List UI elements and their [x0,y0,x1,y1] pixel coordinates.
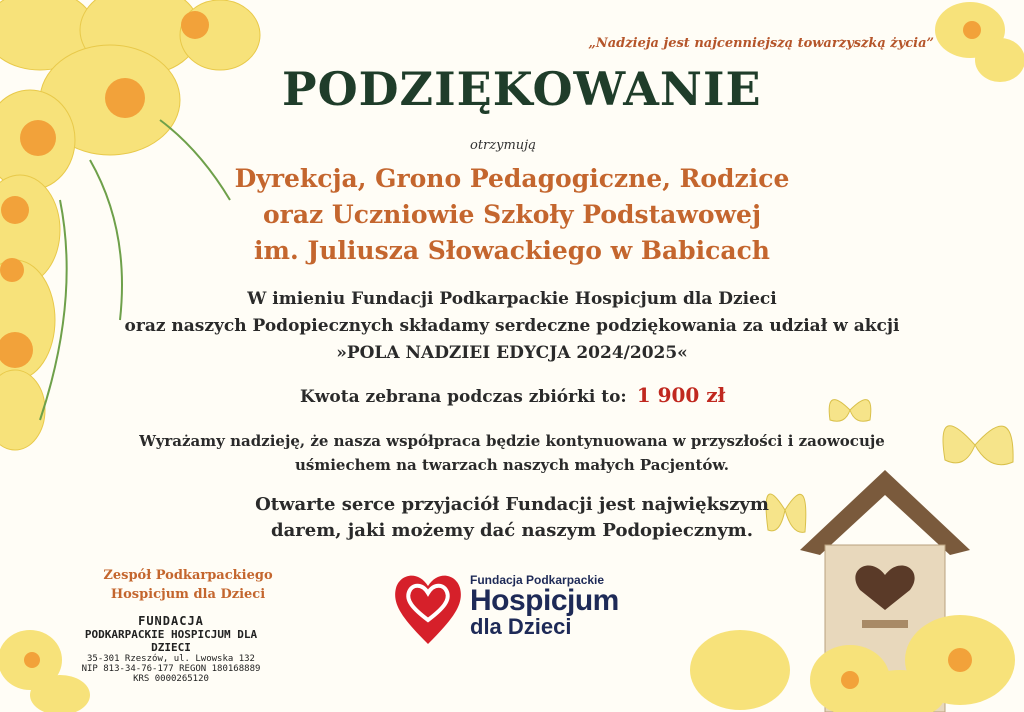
heart-logo-icon [392,568,464,646]
page-title: PODZIĘKOWANIE [282,62,762,116]
body-line-2: oraz naszych Podopiecznych składamy serdeczne podziękowania za udział w akcji [124,316,900,336]
recipient-line-1: Dyrekcja, Grono Pedagogiczne, Rodzice [234,164,790,193]
foundation-stamp [66,614,276,684]
team-line-1: Zespół Podkarpackiego [103,568,273,583]
body-line-1: W imieniu Fundacji Podkarpackie Hospicjum dla Dzieci [247,289,777,309]
closing-line-2: darem, jaki możemy dać naszym Podopiecznym. [271,520,753,541]
logo-line-3: dla Dzieci [470,614,572,639]
stamp-line-3: 35-301 Rzeszów, ul. Lwowska 132 [87,654,255,664]
daffodil-decoration-bottom-right [680,600,1024,712]
logo-line-2: Hospicjum [470,584,619,617]
stamp-line-2: PODKARPACKIE HOSPICJUM DLA DZIECI [84,628,258,654]
foundation-logo [470,574,619,638]
closing-line-1: Otwarte serce przyjaciół Fundacji jest największym [255,494,769,515]
logo-line-1: Fundacja Podkarpackie [470,573,605,587]
stamp-line-1: FUNDACJA [138,614,204,628]
recipient-line-3: im. Juliusza Słowackiego w Babicach [254,236,770,265]
received-label: otrzymują [470,138,536,153]
butterfly-decoration [820,380,880,440]
team-signature [98,566,278,604]
body-line-3: »POLA NADZIEI EDYCJA 2024/2025« [336,343,688,363]
daffodil-decoration-right [930,0,1024,90]
motto: „Nadzieja jest najcenniejszą towarzyszką życia” [588,36,934,51]
recipient-line-2: oraz Uczniowie Szkoły Podstawowej [262,200,761,229]
stamp-line-4: NIP 813-34-76-177 REGON 180168889 [81,664,261,674]
hope-line-2: uśmiechem na twarzach naszych małych Pacjentów. [294,456,730,474]
amount-label: Kwota zebrana podczas zbiórki to: [300,387,627,407]
stamp-line-5: KRS 0000265120 [133,674,209,684]
team-line-2: Hospicjum dla Dzieci [110,587,266,602]
amount-value: 1 900 zł [636,383,726,407]
hope-line-1: Wyrażamy nadzieję, że nasza współpraca będzie kontynuowana w przyszłości i zaowocuje [139,432,885,450]
amount-row [300,383,725,407]
